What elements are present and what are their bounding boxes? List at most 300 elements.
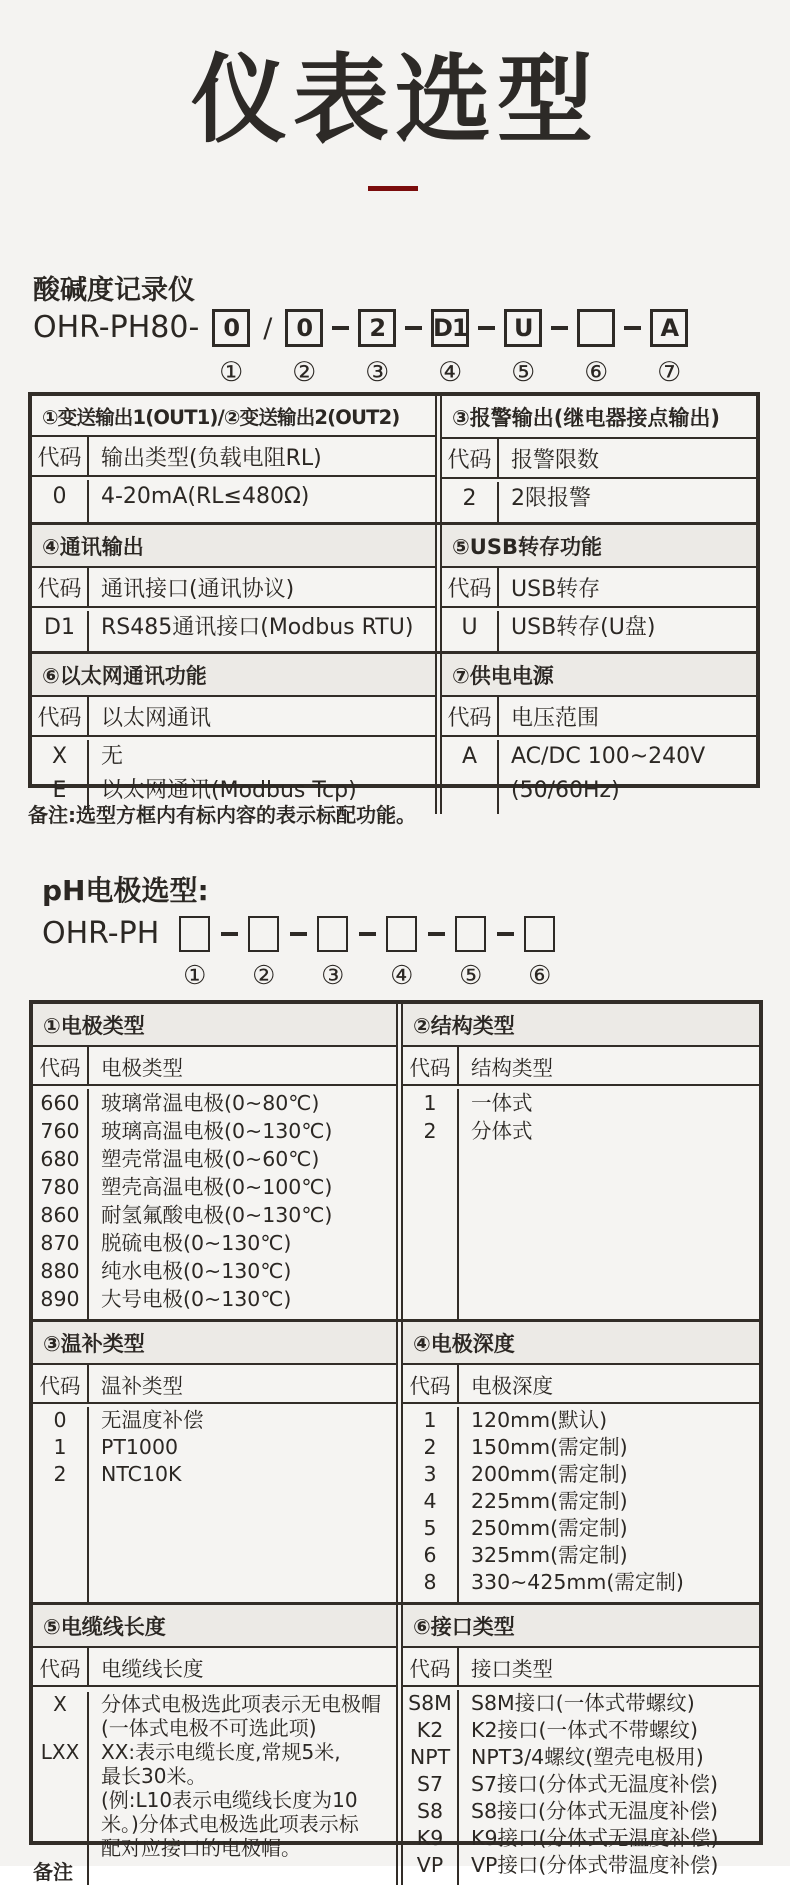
option-list	[33, 1404, 396, 1602]
column-header-row	[442, 697, 756, 737]
option-line: VP接口(分体式带温度补偿)	[471, 1853, 719, 1877]
model-slot-box	[386, 916, 417, 952]
option-description	[89, 1461, 396, 1488]
table-section-left	[32, 654, 437, 814]
section-title: ③报警输出(继电器接点输出)	[442, 396, 756, 439]
model-slot-box: 2	[358, 309, 396, 347]
table-section	[33, 1319, 759, 1602]
option-description	[89, 1740, 396, 1860]
model-slot-box	[577, 309, 615, 347]
option-description	[89, 1173, 396, 1201]
option-description	[459, 1407, 759, 1434]
option-description	[459, 1717, 759, 1744]
code-column-filler	[32, 514, 89, 522]
code-column-header: 代码	[442, 697, 499, 735]
option-code: X	[33, 1692, 89, 1740]
option-description	[89, 611, 435, 645]
option-description	[89, 1692, 396, 1740]
option-description	[89, 1285, 396, 1313]
model-slot-box: 0	[212, 309, 250, 347]
model-slot-number: ③	[321, 961, 345, 991]
option-code: NPT	[403, 1744, 459, 1771]
option-line: (例:L10表示电缆线长度为10	[101, 1788, 358, 1812]
column-header-row	[32, 568, 435, 608]
model-slot	[212, 309, 250, 386]
desc-column-header: 电极类型	[101, 1056, 183, 1080]
option-row	[403, 1515, 759, 1542]
option-code: 0	[32, 480, 89, 514]
dash-glyph	[497, 932, 514, 936]
option-line: 225mm(需定制)	[471, 1489, 628, 1513]
section-title: ⑤电缆线长度	[33, 1605, 396, 1648]
model-slot-box	[455, 916, 486, 952]
section-title: ⑦供电电源	[442, 654, 756, 697]
option-code: 870	[33, 1229, 89, 1257]
option-line: 2限报警	[511, 486, 591, 511]
option-line: NPT3/4螺纹(塑壳电极用)	[471, 1745, 704, 1769]
option-line: 无温度补偿	[101, 1408, 204, 1432]
model-slot-number: ②	[252, 961, 276, 991]
section-title: ①变送输出1(OUT1)/②变送输出2(OUT2)	[32, 396, 435, 437]
column-header-row	[33, 1365, 396, 1404]
desc-column-header: 接口类型	[471, 1657, 553, 1681]
option-row	[442, 740, 756, 808]
option-code: 6	[403, 1542, 459, 1569]
recorder-note: 备注:选型方框内有标内容的表示标配功能。	[28, 803, 416, 827]
desc-column-header: 通讯接口(通讯协议)	[101, 577, 295, 602]
option-description	[459, 1690, 759, 1717]
option-description	[499, 740, 756, 808]
section-title: ③温补类型	[33, 1322, 396, 1365]
option-line: (一体式电极不可选此项)	[101, 1716, 317, 1740]
option-row	[403, 1825, 759, 1852]
model-slot	[650, 309, 688, 386]
column-filler	[403, 1145, 759, 1319]
option-code: 3	[403, 1461, 459, 1488]
desc-column-header: 以太网通讯	[101, 706, 212, 731]
option-row	[403, 1542, 759, 1569]
option-code: 1	[403, 1407, 459, 1434]
option-code: 660	[33, 1089, 89, 1117]
section-title: ⑥接口类型	[403, 1605, 759, 1648]
option-line: 150mm(需定制)	[471, 1435, 628, 1459]
option-row	[33, 1740, 396, 1860]
model-prefix: OHR-PH	[42, 916, 160, 951]
option-description	[499, 482, 756, 516]
dash-separator	[210, 916, 248, 952]
recorder-model-code-row	[33, 309, 688, 386]
code-column-filler	[442, 808, 499, 814]
dash-separator	[279, 916, 317, 952]
option-code: K2	[403, 1717, 459, 1744]
option-description	[89, 480, 435, 514]
dash-glyph	[405, 326, 422, 330]
option-line: USB转存(U盘)	[511, 615, 656, 640]
section-title: ④电极深度	[403, 1322, 759, 1365]
option-description	[459, 1461, 759, 1488]
option-description	[89, 1257, 396, 1285]
option-row	[33, 1692, 396, 1740]
option-description	[459, 1117, 759, 1145]
option-line: 分体式	[471, 1119, 533, 1143]
option-row	[403, 1798, 759, 1825]
option-list	[403, 1086, 759, 1319]
option-row	[403, 1852, 759, 1879]
section-title: ①电极类型	[33, 1004, 396, 1047]
option-line: 耐氢氟酸电极(0~130℃)	[101, 1203, 333, 1227]
option-row	[403, 1117, 759, 1145]
option-description	[459, 1434, 759, 1461]
desc-column-header: USB转存	[511, 577, 601, 602]
option-line: 玻璃高温电极(0~130℃)	[101, 1119, 333, 1143]
option-code: VP	[403, 1852, 459, 1879]
option-row	[33, 1089, 396, 1117]
option-code: X	[32, 740, 89, 774]
desc-column-header: 报警限数	[511, 448, 600, 473]
code-column-header: 代码	[442, 568, 499, 606]
title-divider	[368, 186, 418, 191]
section-title: ⑤USB转存功能	[442, 525, 756, 568]
code-column-filler	[403, 1145, 459, 1319]
desc-column-header: 输出类型(负载电阻RL)	[101, 446, 322, 471]
column-filler	[33, 1488, 396, 1602]
option-line: 分体式电极选此项表示无电极帽	[101, 1692, 381, 1716]
model-slot	[504, 309, 542, 386]
option-row	[403, 1569, 759, 1596]
model-slot-box	[524, 916, 555, 952]
model-slot	[386, 916, 417, 989]
option-list	[442, 479, 756, 522]
option-description	[459, 1569, 759, 1596]
option-line: 4-20mA(RL≤480Ω)	[101, 484, 310, 509]
model-slot	[179, 916, 210, 989]
option-line: S7接口(分体式无温度补偿)	[471, 1772, 719, 1796]
code-column-header: 代码	[32, 437, 89, 475]
option-code: S7	[403, 1771, 459, 1798]
option-row	[33, 1117, 396, 1145]
column-filler	[33, 1860, 396, 1885]
table-section-right	[440, 525, 756, 651]
desc-column-header: 电压范围	[511, 706, 600, 731]
option-list	[403, 1404, 759, 1602]
model-slot-number: ④	[390, 961, 414, 991]
option-row	[33, 1257, 396, 1285]
option-line: 无	[101, 744, 124, 769]
dash-separator	[396, 309, 431, 347]
model-slot-number: ⑤	[511, 357, 536, 388]
option-row	[403, 1717, 759, 1744]
option-description	[459, 1089, 759, 1117]
option-row	[33, 1145, 396, 1173]
dash-separator	[542, 309, 577, 347]
desc-column-header: 电极深度	[471, 1374, 553, 1398]
option-line: (50/60Hz)	[511, 778, 620, 803]
option-row	[442, 482, 756, 516]
model-prefix: OHR-PH80-	[33, 310, 200, 345]
option-line: 最长30米。	[101, 1764, 207, 1788]
electrode-model-code-row	[42, 916, 555, 989]
section-title: ②结构类型	[403, 1004, 759, 1047]
dash-separator	[486, 916, 524, 952]
clipped-footer-note: 备注	[33, 1860, 73, 1884]
option-row	[403, 1488, 759, 1515]
model-slot-number: ③	[365, 357, 390, 388]
option-line: 大号电极(0~130℃)	[101, 1287, 292, 1311]
option-code: 0	[33, 1407, 89, 1434]
desc-column-header: 温补类型	[101, 1374, 183, 1398]
option-description	[89, 1407, 396, 1434]
dash-glyph	[359, 932, 376, 936]
column-header-row	[32, 697, 435, 737]
option-code: E	[32, 774, 89, 808]
model-slot	[577, 309, 615, 386]
option-code: 1	[403, 1089, 459, 1117]
dash-glyph	[332, 326, 349, 330]
option-list	[32, 608, 435, 651]
option-row	[32, 480, 435, 514]
code-column-header: 代码	[33, 1365, 89, 1402]
recorder-selection-table	[28, 392, 760, 803]
option-code: 2	[403, 1434, 459, 1461]
option-code: 880	[33, 1257, 89, 1285]
option-line: S8接口(分体式无温度补偿)	[471, 1799, 719, 1823]
option-line: NTC10K	[101, 1462, 182, 1486]
option-description	[89, 1089, 396, 1117]
option-list	[33, 1086, 396, 1319]
model-slot-box	[248, 916, 279, 952]
option-code: A	[442, 740, 499, 808]
option-list	[32, 477, 435, 522]
option-description	[89, 1145, 396, 1173]
option-list	[403, 1687, 759, 1885]
option-row	[33, 1461, 396, 1488]
option-row	[33, 1201, 396, 1229]
option-row	[32, 740, 435, 774]
option-description	[89, 1229, 396, 1257]
table-section	[32, 396, 756, 522]
option-list	[442, 737, 756, 814]
option-line: 塑壳常温电极(0~60℃)	[101, 1147, 320, 1171]
model-slot-box: A	[650, 309, 688, 347]
option-line: 脱硫电极(0~130℃)	[101, 1231, 292, 1255]
model-slot	[455, 916, 486, 989]
code-column-header: 代码	[33, 1648, 89, 1685]
table-section	[33, 1004, 759, 1319]
option-line: 330~425mm(需定制)	[471, 1570, 684, 1594]
desc-column-header: 结构类型	[471, 1056, 553, 1080]
model-slot-number: ①	[183, 961, 207, 991]
table-section-right	[440, 654, 756, 814]
option-line: 塑壳高温电极(0~100℃)	[101, 1175, 333, 1199]
option-code: D1	[32, 611, 89, 645]
option-description	[459, 1825, 759, 1852]
model-slot-number: ⑥	[584, 357, 609, 388]
option-row	[32, 611, 435, 645]
option-row	[403, 1089, 759, 1117]
electrode-section-heading: pH电极选型:	[42, 874, 209, 907]
column-header-row	[33, 1648, 396, 1687]
column-filler	[442, 808, 756, 814]
option-row	[403, 1407, 759, 1434]
option-code: K9	[403, 1825, 459, 1852]
code-column-header: 代码	[403, 1047, 459, 1084]
option-description	[89, 1434, 396, 1461]
option-list	[442, 608, 756, 651]
slash-separator: /	[263, 312, 273, 344]
column-header-row	[442, 439, 756, 479]
option-line: 一体式	[471, 1091, 533, 1115]
column-header-row	[32, 437, 435, 477]
dash-glyph	[428, 932, 445, 936]
option-row	[403, 1434, 759, 1461]
option-description	[459, 1852, 759, 1879]
model-slot-box: U	[504, 309, 542, 347]
option-line: 配对应接口的电极帽。	[101, 1836, 301, 1860]
dash-separator	[615, 309, 650, 347]
option-line: AC/DC 100~240V	[511, 744, 706, 769]
table-section-right	[401, 1322, 759, 1602]
code-column-filler	[33, 1488, 89, 1602]
option-code: 2	[403, 1117, 459, 1145]
option-code: 760	[33, 1117, 89, 1145]
column-header-row	[403, 1365, 759, 1404]
table-section	[33, 1602, 759, 1885]
model-slot-box: D1	[431, 309, 469, 347]
model-slot	[317, 916, 348, 989]
option-line: 米。)分体式电极选此项表示标	[101, 1812, 359, 1836]
column-header-row	[403, 1648, 759, 1687]
option-line: PT1000	[101, 1435, 179, 1459]
dash-glyph	[221, 932, 238, 936]
option-list	[33, 1687, 396, 1885]
option-line: 玻璃常温电极(0~80℃)	[101, 1091, 320, 1115]
column-header-row	[33, 1047, 396, 1086]
model-slot	[431, 309, 469, 386]
table-section-right	[401, 1605, 759, 1885]
model-slot-number: ①	[219, 357, 244, 388]
option-code: 780	[33, 1173, 89, 1201]
option-line: K9接口(分体式无温度补偿)	[471, 1826, 719, 1850]
model-slot-number: ②	[292, 357, 317, 388]
option-description	[459, 1798, 759, 1825]
code-column-header: 代码	[403, 1648, 459, 1685]
table-section-right	[401, 1004, 759, 1319]
option-description	[459, 1488, 759, 1515]
dash-glyph	[624, 326, 641, 330]
option-line: 200mm(需定制)	[471, 1462, 628, 1486]
option-line: 250mm(需定制)	[471, 1516, 628, 1540]
option-code: 2	[442, 482, 499, 516]
model-slot	[285, 309, 323, 386]
option-row	[442, 611, 756, 645]
code-column-header: 代码	[33, 1047, 89, 1084]
code-column-header: 代码	[32, 697, 89, 735]
code-column-filler	[403, 1879, 459, 1885]
option-code: 2	[33, 1461, 89, 1488]
option-code: 680	[33, 1145, 89, 1173]
option-row	[33, 1434, 396, 1461]
column-filler	[32, 514, 435, 522]
option-row	[33, 1229, 396, 1257]
option-description	[459, 1771, 759, 1798]
option-line: 纯水电极(0~130℃)	[101, 1259, 292, 1283]
dash-separator	[469, 309, 504, 347]
desc-column-header: 电缆线长度	[101, 1657, 204, 1681]
model-slot-box	[179, 916, 210, 952]
option-description	[89, 740, 435, 774]
option-description	[89, 1201, 396, 1229]
option-code: 860	[33, 1201, 89, 1229]
table-section	[32, 522, 756, 651]
option-row	[403, 1771, 759, 1798]
model-slot	[524, 916, 555, 989]
model-slot	[358, 309, 396, 386]
option-line: 325mm(需定制)	[471, 1543, 628, 1567]
recorder-section-heading: 酸碱度记录仪	[33, 275, 195, 306]
page-title: 仪表选型	[191, 44, 599, 156]
code-column-header: 代码	[403, 1365, 459, 1402]
model-slot-number: ⑥	[528, 961, 552, 991]
option-line: XX:表示电缆长度,常规5米,	[101, 1740, 341, 1764]
option-description	[459, 1744, 759, 1771]
option-row	[33, 1407, 396, 1434]
option-line: 以太网通讯(Modbus Tcp)	[101, 778, 357, 803]
option-description	[499, 611, 756, 645]
option-code: 8	[403, 1569, 459, 1596]
dash-glyph	[551, 326, 568, 330]
option-code: 1	[33, 1434, 89, 1461]
option-row	[33, 1173, 396, 1201]
table-section-left	[32, 396, 437, 522]
option-code: S8	[403, 1798, 459, 1825]
option-code: S8M	[403, 1690, 459, 1717]
dash-glyph	[290, 932, 307, 936]
option-line: 120mm(默认)	[471, 1408, 608, 1432]
model-slot-box	[317, 916, 348, 952]
option-description	[89, 1117, 396, 1145]
dash-separator	[348, 916, 386, 952]
dash-separator	[323, 309, 358, 347]
option-code: 890	[33, 1285, 89, 1313]
model-slot-number: ④	[438, 357, 463, 388]
column-header-row	[442, 568, 756, 608]
option-code: 4	[403, 1488, 459, 1515]
option-row	[403, 1744, 759, 1771]
table-section-right	[440, 396, 756, 522]
model-slot-number: ⑤	[459, 961, 483, 991]
model-slot-box: 0	[285, 309, 323, 347]
option-row	[33, 1285, 396, 1313]
table-section-left	[32, 525, 437, 651]
option-row	[403, 1690, 759, 1717]
section-title: ⑥以太网通讯功能	[32, 654, 435, 697]
option-code: LXX	[33, 1740, 89, 1860]
option-line: S8M接口(一体式带螺纹)	[471, 1691, 695, 1715]
option-code: 5	[403, 1515, 459, 1542]
model-slot-number: ⑦	[657, 357, 682, 388]
code-column-header: 代码	[32, 568, 89, 606]
model-slot	[248, 916, 279, 989]
table-section-left	[33, 1322, 398, 1602]
option-code: U	[442, 611, 499, 645]
dash-glyph	[478, 326, 495, 330]
option-row	[403, 1461, 759, 1488]
option-description	[459, 1515, 759, 1542]
section-title: ④通讯输出	[32, 525, 435, 568]
option-line: K2接口(一体式不带螺纹)	[471, 1718, 698, 1742]
table-section-left	[33, 1605, 398, 1885]
code-column-header: 代码	[442, 439, 499, 477]
